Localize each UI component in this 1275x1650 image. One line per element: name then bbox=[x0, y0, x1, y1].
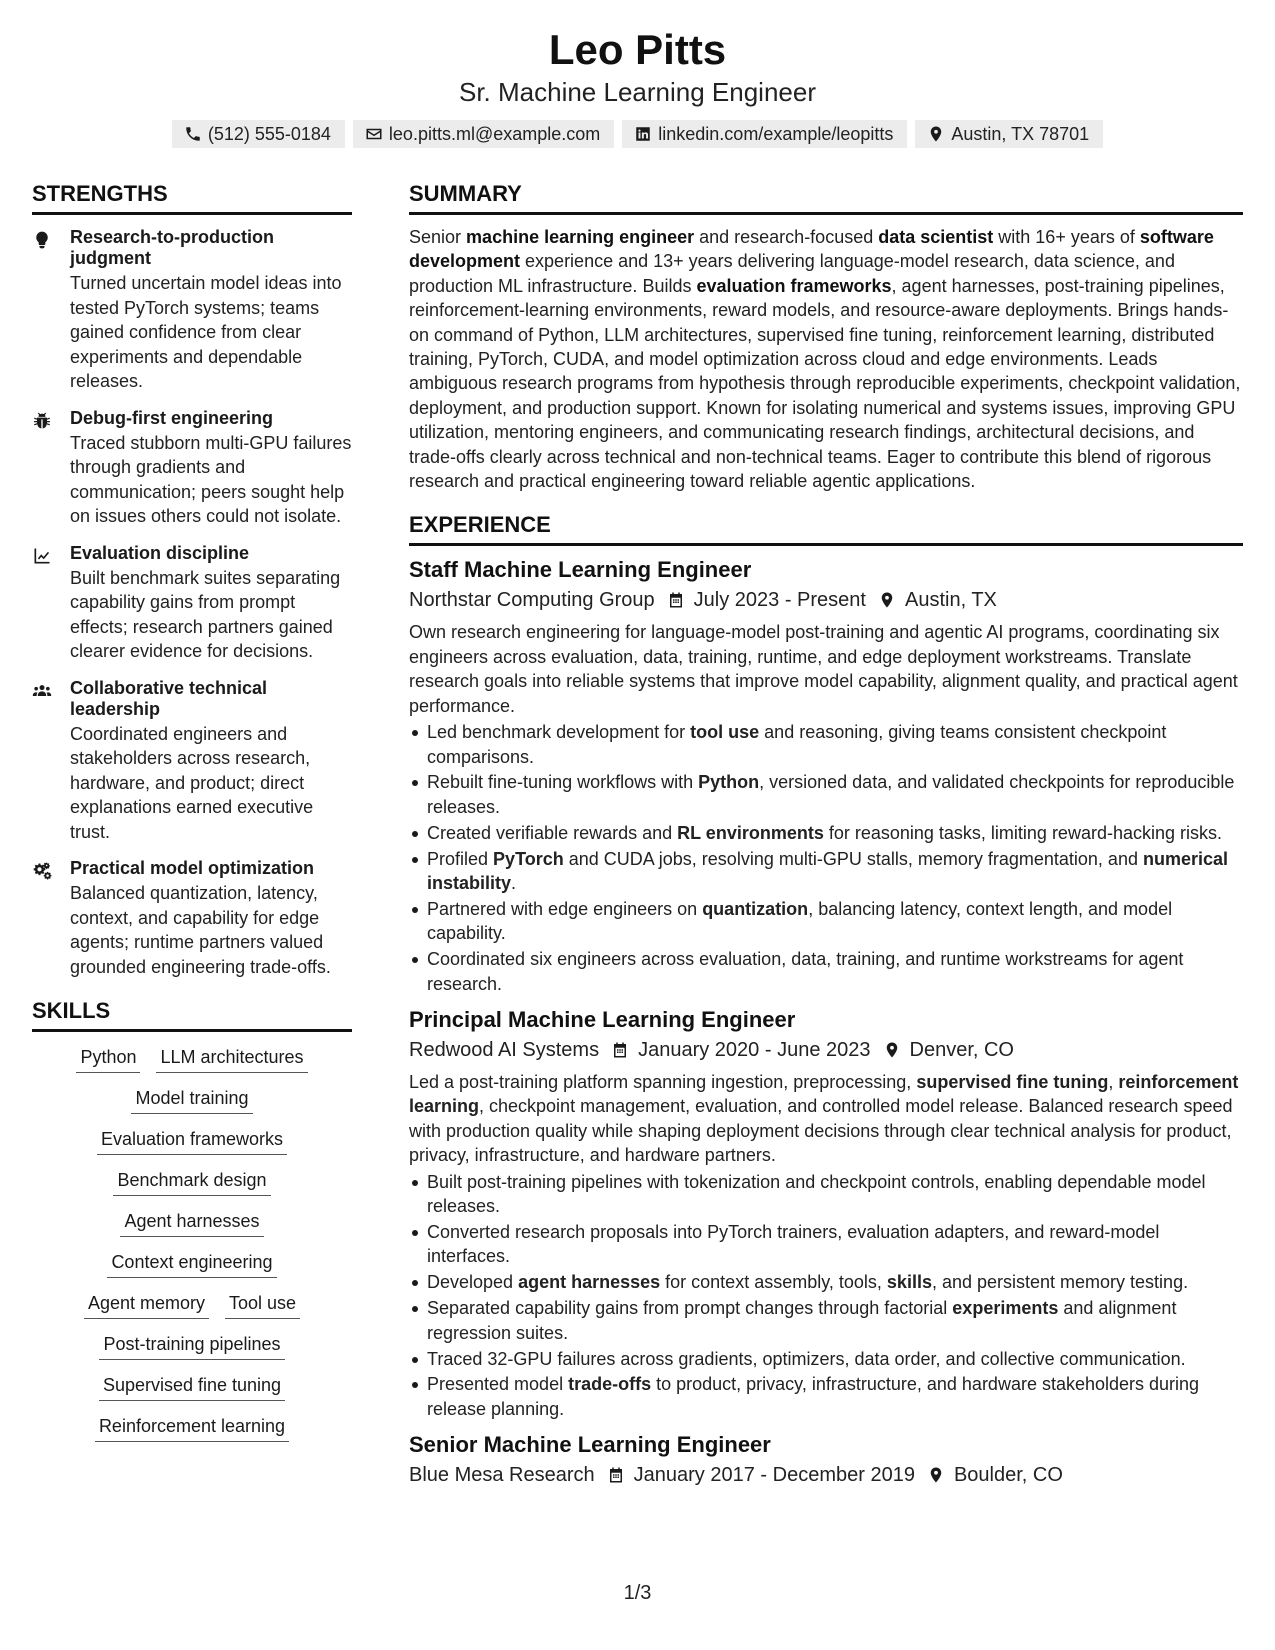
strength-item bbox=[32, 543, 352, 664]
gears-icon bbox=[32, 861, 52, 881]
job-company: Blue Mesa Research bbox=[409, 1464, 595, 1487]
skill-row bbox=[131, 1087, 252, 1114]
skill-row bbox=[84, 1292, 300, 1319]
text-run: Rebuilt fine-tuning workflows with bbox=[427, 772, 699, 793]
skill-row bbox=[107, 1251, 276, 1278]
bold-keyword: skills bbox=[886, 1272, 932, 1293]
bullet-item bbox=[409, 1372, 1243, 1421]
bold-keyword: quantization bbox=[702, 898, 809, 919]
bullet-item bbox=[409, 720, 1243, 769]
strengths-list bbox=[32, 227, 352, 979]
skill-tag: LLM architectures bbox=[156, 1046, 307, 1073]
text-run: . bbox=[511, 873, 517, 894]
strength-title: Collaborative technical leadership bbox=[70, 677, 268, 719]
bold-keyword: reinforcement learning bbox=[409, 1072, 1239, 1117]
envelope-icon bbox=[365, 125, 383, 143]
text-run: Traced 32-GPU failures across gradients, optimizers, data order, and collective communication. bbox=[427, 1348, 1186, 1369]
resume-header bbox=[0, 26, 1275, 148]
skill-row bbox=[113, 1169, 270, 1196]
job-bullets bbox=[409, 720, 1243, 996]
skill-tag: Model training bbox=[131, 1087, 252, 1114]
skill-tag: Tool use bbox=[225, 1292, 300, 1319]
job-company: Northstar Computing Group bbox=[409, 589, 655, 612]
skill-row bbox=[120, 1210, 263, 1237]
location-pin-icon bbox=[883, 1041, 901, 1059]
contact-phone[interactable] bbox=[172, 120, 345, 148]
strength-desc: Built benchmark suites separating capability gains from prompt effects; research partners gained clearer evidence for decisions. bbox=[70, 567, 341, 661]
skill-row bbox=[99, 1374, 285, 1401]
bold-keyword: experiments bbox=[952, 1298, 1059, 1319]
job-title: Staff Machine Learning Engineer bbox=[409, 557, 752, 583]
bold-keyword: tool use bbox=[690, 722, 760, 743]
text-run: Profiled bbox=[427, 848, 494, 869]
strength-title: Evaluation discipline bbox=[70, 542, 250, 563]
text-run: , balancing latency, context length, and model capability. bbox=[427, 898, 1173, 944]
text-run: Senior bbox=[409, 227, 467, 247]
bullet-item bbox=[409, 1347, 1243, 1371]
contact-phone-text: (512) 555-0184 bbox=[207, 123, 331, 144]
text-run: Presented model bbox=[427, 1374, 569, 1395]
text-run: , agent harnesses, post-training pipelines, reinforcement-learning environments, reward models, and resource-aware deployments. Brings hands-on command of Python, LLM architectures, supervised fine tuning, reinforcement learning, distributed training, PyTorch, CUDA, and model optimization across cloud and edge environments. Leads ambiguous research programs from hypothesis through reproducible experiments, checkpoint validation, deployment, and production support. Known for isolating numerical and systems issues, improving GPU utilization, mentoring engineers, and communicating research findings, architectural decisions, and trade-offs clearly across technical and non-technical teams. Eager to contribute this blend of rigorous research and practical engineering toward reliable agentic applications. bbox=[409, 275, 1241, 492]
bullet-item bbox=[409, 1296, 1243, 1345]
summary-text bbox=[409, 225, 1243, 493]
strengths-heading: STRENGTHS bbox=[32, 180, 352, 215]
bold-keyword: supervised fine tuning bbox=[916, 1072, 1109, 1093]
skill-tag: Agent memory bbox=[84, 1292, 209, 1319]
text-run: , versioned data, and validated checkpoints for reproducible releases. bbox=[427, 772, 1235, 817]
skills-heading: SKILLS bbox=[32, 997, 352, 1032]
chart-line-icon bbox=[32, 546, 52, 566]
text-run: Developed bbox=[427, 1272, 519, 1293]
linkedin-icon bbox=[634, 125, 652, 143]
text-run: and alignment regression suites. bbox=[427, 1298, 1177, 1343]
strength-desc: Balanced quantization, latency, context, and capability for edge agents; runtime partners valued grounded engineering trade-offs. bbox=[70, 883, 331, 977]
skill-tag: Post-training pipelines bbox=[99, 1333, 284, 1360]
lightbulb-icon bbox=[32, 230, 52, 250]
bug-icon bbox=[32, 411, 52, 431]
skill-tag: Benchmark design bbox=[113, 1169, 270, 1196]
strength-item bbox=[32, 858, 352, 979]
text-run: Created verifiable rewards and bbox=[427, 822, 678, 843]
bold-keyword: trade-offs bbox=[568, 1374, 652, 1395]
candidate-title: Sr. Machine Learning Engineer bbox=[458, 77, 816, 107]
bullet-item bbox=[409, 770, 1243, 819]
phone-icon bbox=[184, 125, 202, 143]
job-entry bbox=[409, 1006, 1243, 1421]
job-entry bbox=[409, 556, 1243, 996]
skill-tag: Agent harnesses bbox=[120, 1210, 263, 1237]
job-description bbox=[409, 1070, 1243, 1168]
skill-tag: Evaluation frameworks bbox=[97, 1128, 287, 1155]
bold-keyword: software development bbox=[409, 227, 1214, 272]
calendar-icon bbox=[607, 1466, 625, 1484]
strength-item bbox=[32, 678, 352, 845]
strength-item bbox=[32, 227, 352, 394]
text-run: Own research engineering for language-model post-training and agentic AI programs, coordinating six engineers across evaluation, data, training, runtime, and edge deployment workstreams. Translate research goals into reliable systems that improve model capability, alignment quality, and practical agent performance. bbox=[409, 622, 1238, 716]
location-pin-icon bbox=[927, 1466, 945, 1484]
job-entry bbox=[409, 1431, 1243, 1489]
text-run: with 16+ years of bbox=[993, 227, 1140, 247]
location-pin-icon bbox=[878, 591, 896, 609]
strength-desc: Traced stubborn multi-GPU failures through gradients and communication; peers sought help on issues others could not isolate. bbox=[70, 432, 352, 526]
job-list bbox=[409, 556, 1243, 1489]
experience-section bbox=[409, 511, 1243, 1489]
skills-list bbox=[32, 1046, 352, 1442]
bold-keyword: PyTorch bbox=[493, 848, 564, 869]
candidate-name: Leo Pitts bbox=[548, 26, 727, 73]
text-run: for context assembly, tools, bbox=[660, 1272, 887, 1293]
contact-location-text: Austin, TX 78701 bbox=[951, 123, 1090, 144]
bullet-item bbox=[409, 847, 1243, 896]
bold-keyword: numerical instability bbox=[427, 848, 1229, 894]
job-meta bbox=[409, 1036, 1243, 1064]
contact-location bbox=[915, 120, 1103, 148]
bold-keyword: evaluation frameworks bbox=[696, 275, 892, 296]
bold-keyword: RL environments bbox=[677, 822, 824, 843]
contact-linkedin-text: linkedin.com/example/leopitts bbox=[658, 123, 894, 144]
job-title: Senior Machine Learning Engineer bbox=[409, 1432, 771, 1458]
calendar-icon bbox=[667, 591, 685, 609]
bold-keyword: Python bbox=[698, 772, 760, 793]
skill-row bbox=[97, 1128, 287, 1155]
calendar-icon bbox=[611, 1041, 629, 1059]
text-run: and reasoning, giving teams consistent checkpoint comparisons. bbox=[427, 722, 1167, 767]
left-column bbox=[32, 180, 352, 1442]
text-run: Coordinated six engineers across evaluation, data, training, and runtime workstreams for agent research. bbox=[427, 949, 1184, 994]
skill-row bbox=[99, 1333, 284, 1360]
job-meta bbox=[409, 586, 1243, 614]
page-number: 1/3 bbox=[623, 1582, 652, 1604]
right-column bbox=[409, 180, 1243, 1489]
skill-row bbox=[95, 1415, 289, 1442]
job-meta bbox=[409, 1461, 1243, 1489]
job-company: Redwood AI Systems bbox=[409, 1039, 600, 1062]
users-icon bbox=[32, 681, 52, 701]
text-run: Led benchmark development for bbox=[427, 722, 691, 743]
strength-title: Practical model optimization bbox=[70, 858, 315, 878]
bullet-item bbox=[409, 821, 1243, 845]
text-run: , bbox=[1108, 1072, 1119, 1093]
bullet-item bbox=[409, 1170, 1243, 1219]
bold-keyword: data scientist bbox=[878, 227, 994, 247]
job-title: Principal Machine Learning Engineer bbox=[409, 1007, 796, 1033]
job-bullets bbox=[409, 1170, 1243, 1422]
job-dates: January 2017 - December 2019 bbox=[633, 1464, 915, 1487]
skill-tag: Supervised fine tuning bbox=[99, 1374, 285, 1401]
job-description bbox=[409, 620, 1243, 718]
text-run: for reasoning tasks, limiting reward-hacking risks. bbox=[823, 822, 1222, 843]
text-run: and CUDA jobs, resolving multi-GPU stalls, memory fragmentation, and bbox=[563, 848, 1143, 869]
skill-tag: Context engineering bbox=[107, 1251, 276, 1278]
bullet-item bbox=[409, 1220, 1243, 1269]
strength-desc: Coordinated engineers and stakeholders across research, hardware, and product; direct explanations earned executive trust. bbox=[70, 723, 314, 842]
bullet-item bbox=[409, 1270, 1243, 1294]
job-location: Boulder, CO bbox=[953, 1464, 1063, 1487]
job-dates: January 2020 - June 2023 bbox=[638, 1039, 871, 1062]
strength-desc: Turned uncertain model ideas into tested PyTorch systems; teams gained confidence from clear experiments and dependable releases. bbox=[70, 273, 342, 391]
text-run: , and persistent memory testing. bbox=[931, 1272, 1189, 1293]
bullet-item bbox=[409, 947, 1243, 996]
skill-row bbox=[76, 1046, 307, 1073]
experience-heading: EXPERIENCE bbox=[409, 511, 1243, 546]
skill-tag: Python bbox=[76, 1046, 140, 1073]
text-run: experience and 13+ years delivering language-model research, data science, and production ML infrastructure. Builds bbox=[409, 251, 1175, 296]
summary-heading: SUMMARY bbox=[409, 180, 1243, 215]
contact-email-text: leo.pitts.ml@example.com bbox=[388, 123, 601, 144]
text-run: Led a post-training platform spanning ingestion, preprocessing, bbox=[409, 1072, 917, 1093]
text-run: Converted research proposals into PyTorch trainers, evaluation adapters, and reward-model interfaces. bbox=[427, 1222, 1160, 1267]
text-run: to product, privacy, infrastructure, and hardware stakeholders during release planning. bbox=[427, 1374, 1200, 1419]
contact-email[interactable] bbox=[353, 120, 614, 148]
skills-section bbox=[32, 997, 352, 1442]
bullet-item bbox=[409, 897, 1243, 946]
strength-item bbox=[32, 408, 352, 529]
location-pin-icon bbox=[927, 125, 945, 143]
skill-tag: Reinforcement learning bbox=[95, 1415, 289, 1442]
text-run: and research-focused bbox=[694, 227, 879, 247]
bold-keyword: machine learning engineer bbox=[466, 227, 695, 247]
job-dates: July 2023 - Present bbox=[693, 589, 866, 612]
bold-keyword: agent harnesses bbox=[518, 1272, 661, 1293]
strength-title: Debug-first engineering bbox=[70, 407, 274, 428]
job-location: Austin, TX bbox=[905, 589, 997, 612]
text-run: Built post-training pipelines with tokenization and checkpoint controls, enabling dependable model releases. bbox=[427, 1171, 1206, 1217]
contact-bar bbox=[0, 120, 1275, 148]
text-run: , checkpoint management, evaluation, and controlled model release. Balanced research speed with production quality while shaping deployment decisions through clear technical analysis for product, privacy, infrastructure, and hardware partners. bbox=[409, 1096, 1233, 1166]
strength-title: Research-to-production judgment bbox=[70, 227, 275, 268]
text-run: Partnered with edge engineers on bbox=[427, 898, 703, 919]
text-run: Separated capability gains from prompt changes through factorial bbox=[427, 1298, 953, 1319]
contact-linkedin[interactable] bbox=[622, 120, 907, 148]
job-location: Denver, CO bbox=[909, 1039, 1014, 1062]
